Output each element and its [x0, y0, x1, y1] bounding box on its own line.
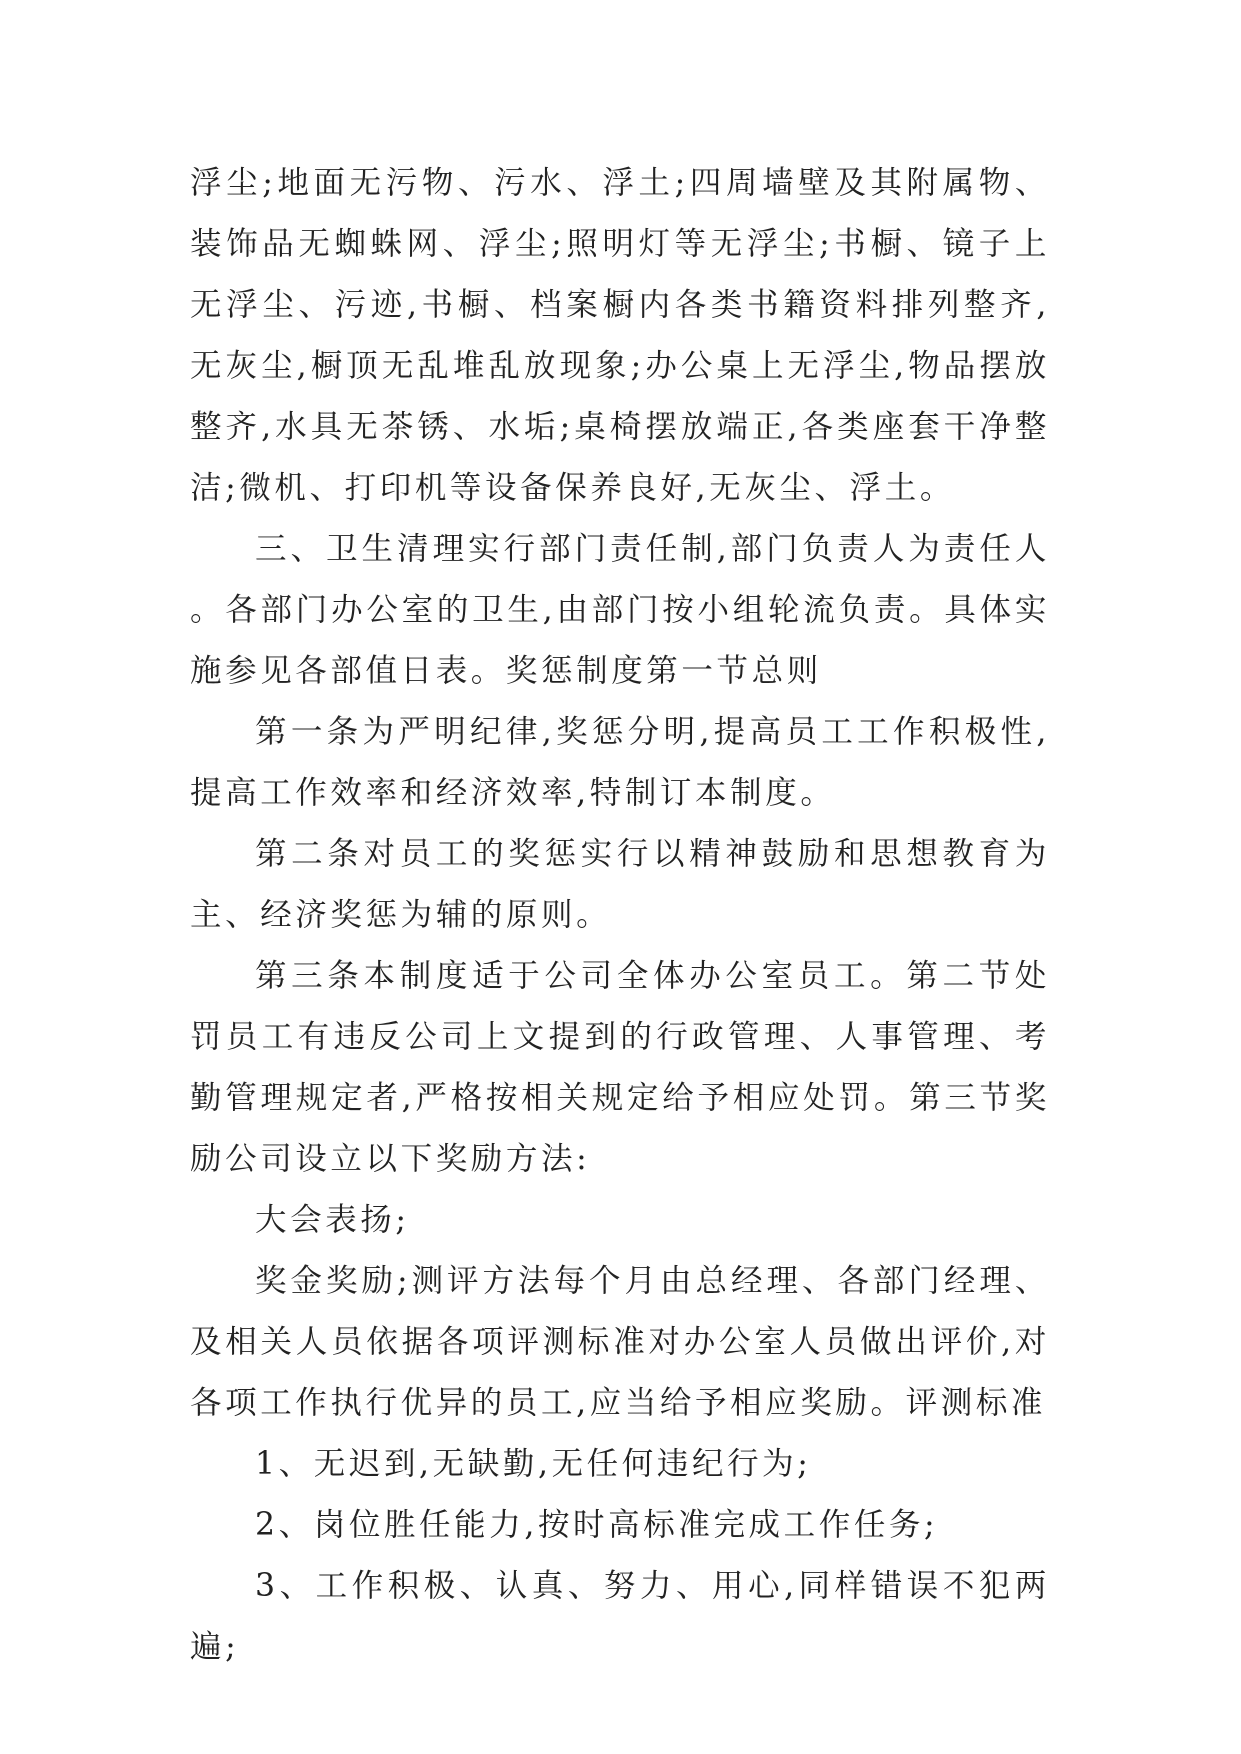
paragraph-3: 第一条为严明纪律,奖惩分明,提高员工工作积极性,提高工作效率和经济效率,特制订本制度。	[190, 714, 1050, 811]
list-item-2: 2、岗位胜任能力,按时高标准完成工作任务;	[255, 1507, 939, 1543]
list-item-1: 1、无迟到,无缺勤,无任何违纪行为;	[255, 1446, 812, 1482]
paragraph-5: 第三条本制度适于公司全体办公室员工。第二节处罚员工有违反公司上文提到的行政管理、人事管理、考勤管理规定者,严格按相关规定给予相应处罚。第三节奖励公司设立以下奖励方法:	[190, 958, 1050, 1177]
document-body	[190, 153, 1050, 1678]
list-item-3: 3、工作积极、认真、努力、用心,同样错误不犯两遍;	[190, 1568, 1050, 1665]
paragraph-2: 三、卫生清理实行部门责任制,部门负责人为责任人。各部门办公室的卫生,由部门按小组轮流负责。具体实施参见各部值日表。奖惩制度第一节总则	[190, 531, 1050, 689]
paragraph-7: 奖金奖励;测评方法每个月由总经理、各部门经理、及相关人员依据各项评测标准对办公室人员做出评价,对各项工作执行优异的员工,应当给予相应奖励。评测标准	[190, 1263, 1050, 1421]
paragraph-4: 第二条对员工的奖惩实行以精神鼓励和思想教育为主、经济奖惩为辅的原则。	[190, 836, 1050, 933]
paragraph-1: 浮尘;地面无污物、污水、浮土;四周墙壁及其附属物、装饰品无蜘蛛网、浮尘;照明灯等无浮尘;书橱、镜子上无浮尘、污迹,书橱、档案橱内各类书籍资料排列整齐,无灰尘,橱顶无乱堆乱放现象;办公桌上无浮尘,物品摆放整齐,水具无茶锈、水垢;桌椅摆放端正,各类座套干净整洁;微机、打印机等设备保养良好,无灰尘、浮土。	[190, 165, 1050, 506]
paragraph-6: 大会表扬;	[255, 1202, 410, 1238]
